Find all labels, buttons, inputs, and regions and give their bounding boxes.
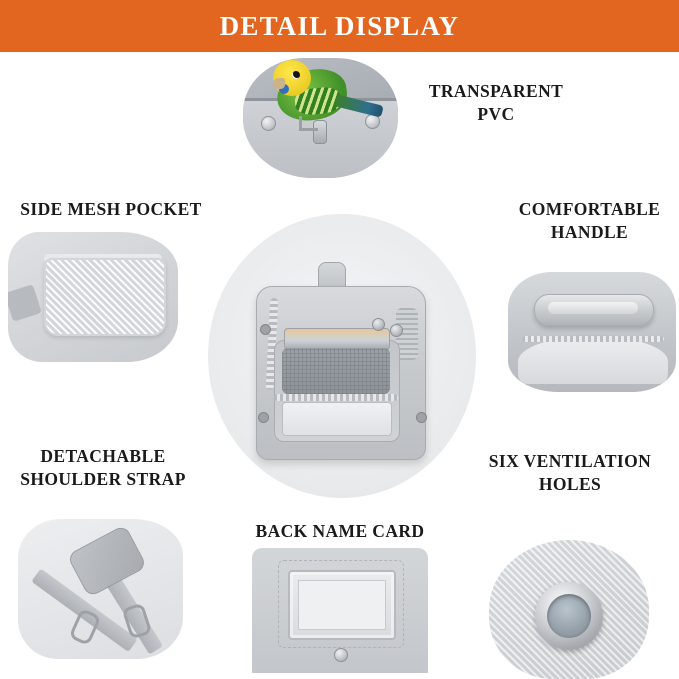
label-comfortable-handle-line1: COMFORTABLE [518, 199, 661, 219]
strap-anchor [260, 324, 271, 335]
label-side-mesh-pocket [0, 198, 222, 221]
rivet-icon [261, 116, 276, 131]
label-transparent-pvc-line2: PVC [477, 104, 515, 124]
side-panel-strip [8, 284, 42, 322]
ventilation-hole-icon [547, 594, 591, 638]
pet-carrier-backpack [250, 262, 432, 462]
label-six-ventilation-holes-line1: SIX VENTILATION [488, 451, 652, 471]
ventilation-hole-icon [372, 318, 385, 331]
label-six-ventilation-holes [468, 450, 672, 496]
label-side-mesh-pocket-line1: SIDE MESH POCKET [20, 199, 202, 219]
label-detachable-shoulder-strap [8, 445, 198, 491]
bird-eye [292, 71, 300, 79]
label-six-ventilation-holes-line2: HOLES [538, 474, 602, 494]
bird-beak [273, 78, 285, 89]
transparent-pvc-window [284, 328, 390, 350]
strap-anchor [416, 412, 427, 423]
label-transparent-pvc [396, 80, 596, 126]
mesh-pocket [44, 258, 166, 336]
front-mesh-vent [282, 348, 390, 394]
page-title: DETAIL DISPLAY [219, 10, 460, 41]
header-banner [0, 0, 679, 52]
label-comfortable-handle [500, 198, 679, 244]
label-detachable-shoulder-strap-line1: DETACHABLE [40, 446, 166, 466]
name-card-holder [288, 570, 396, 640]
label-detachable-shoulder-strap-line2: SHOULDER STRAP [20, 469, 186, 489]
label-back-name-card-line1: BACK NAME CARD [255, 521, 425, 541]
photo-six-ventilation-holes [489, 540, 649, 679]
name-card-window [298, 580, 386, 630]
photo-side-mesh-pocket [8, 232, 178, 362]
label-back-name-card [240, 520, 440, 543]
bird-feet [299, 116, 318, 131]
handle-padding [548, 302, 638, 314]
photo-main-product [208, 214, 476, 498]
label-comfortable-handle-line2: HANDLE [550, 222, 629, 242]
shoulder-pad [67, 524, 148, 597]
photo-transparent-pvc [243, 58, 398, 178]
bottom-pocket [282, 402, 392, 436]
front-zipper [274, 394, 398, 401]
ventilation-grommet [535, 582, 603, 650]
photo-comfortable-handle [508, 272, 676, 392]
rivet-icon [334, 648, 348, 662]
label-transparent-pvc-line1: TRANSPARENT [428, 81, 564, 101]
top-zipper [522, 336, 664, 342]
photo-detachable-shoulder-strap [18, 519, 183, 659]
strap-anchor [258, 412, 269, 423]
ventilation-hole-icon [390, 324, 403, 337]
photo-back-name-card [252, 548, 428, 673]
